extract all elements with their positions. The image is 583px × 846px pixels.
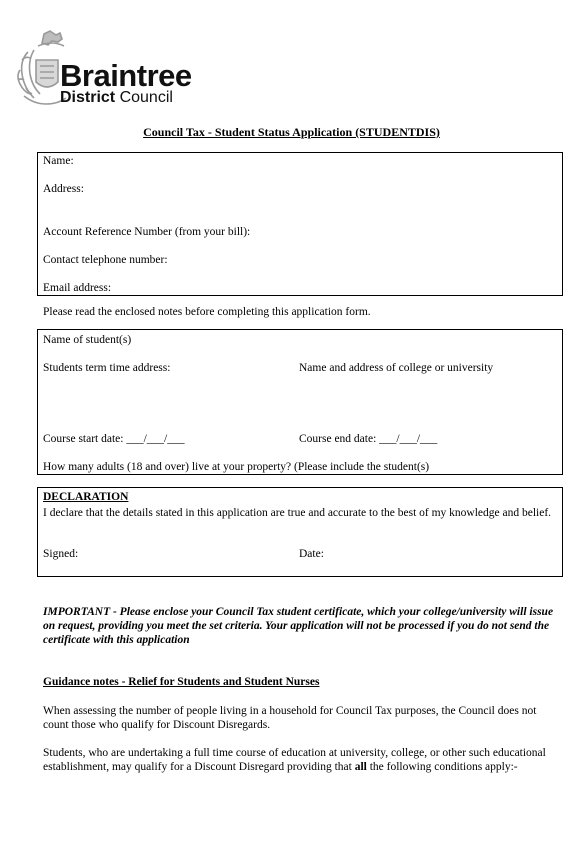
- college-field[interactable]: Name and address of college or university: [299, 362, 494, 374]
- guidance-paragraph-2: [43, 746, 558, 774]
- read-notes-notice: Please read the enclosed notes before completing this application form.: [43, 306, 371, 318]
- address-field[interactable]: Address:: [43, 183, 84, 195]
- account-reference-field[interactable]: Account Reference Number (from your bill):: [43, 226, 251, 238]
- date-field[interactable]: Date:: [299, 548, 324, 560]
- guidance-paragraph-2-emphasis: all: [354, 761, 367, 773]
- student-name-field[interactable]: Name of student(s): [43, 334, 132, 346]
- declaration-heading: DECLARATION: [43, 491, 129, 503]
- guidance-heading: Guidance notes - Relief for Students and Student Nurses: [43, 676, 320, 688]
- course-end-field[interactable]: Course end date: ___/___/___: [299, 433, 438, 445]
- important-note: IMPORTANT - Please enclose your Council Tax student certificate, which your college/university will issue on request, providing you meet the set criteria. Your application will not be processed if you do not send the certificate with this application: [43, 606, 554, 646]
- email-field[interactable]: Email address:: [43, 282, 112, 294]
- guidance-paragraph-2-start: Students, who are undertaking a full time course of education at university, college, or other such educational establishment, may qualify for a Discount Disregard providing that: [43, 747, 546, 773]
- declaration-text: I declare that the details stated in this application are true and accurate to the best of my knowledge and belief.: [43, 507, 552, 519]
- declaration-box: [37, 487, 563, 577]
- term-address-field[interactable]: Students term time address:: [43, 362, 171, 374]
- council-logo: [14, 30, 214, 112]
- student-details-box: [37, 329, 563, 475]
- brand-name: Braintree: [60, 58, 192, 93]
- applicant-details-box: [37, 152, 563, 296]
- brand-district: District: [60, 89, 116, 106]
- guidance-paragraph-2-end: the following conditions apply:-: [366, 761, 518, 773]
- guidance-paragraph-1: When assessing the number of people living in a household for Council Tax purposes, the Council does not count those who qualify for Discount Disregards.: [43, 705, 537, 731]
- page-title: Council Tax - Student Status Application (STUDENTDIS): [143, 125, 440, 139]
- brand-council: Council: [115, 89, 173, 106]
- adults-count-field[interactable]: How many adults (18 and over) live at your property? (Please include the student(s): [43, 461, 430, 473]
- course-start-field[interactable]: Course start date: ___/___/___: [43, 433, 185, 445]
- brand-subtitle: [60, 90, 173, 106]
- signed-field[interactable]: Signed:: [43, 548, 79, 560]
- name-field[interactable]: Name:: [43, 155, 74, 167]
- telephone-field[interactable]: Contact telephone number:: [43, 254, 168, 266]
